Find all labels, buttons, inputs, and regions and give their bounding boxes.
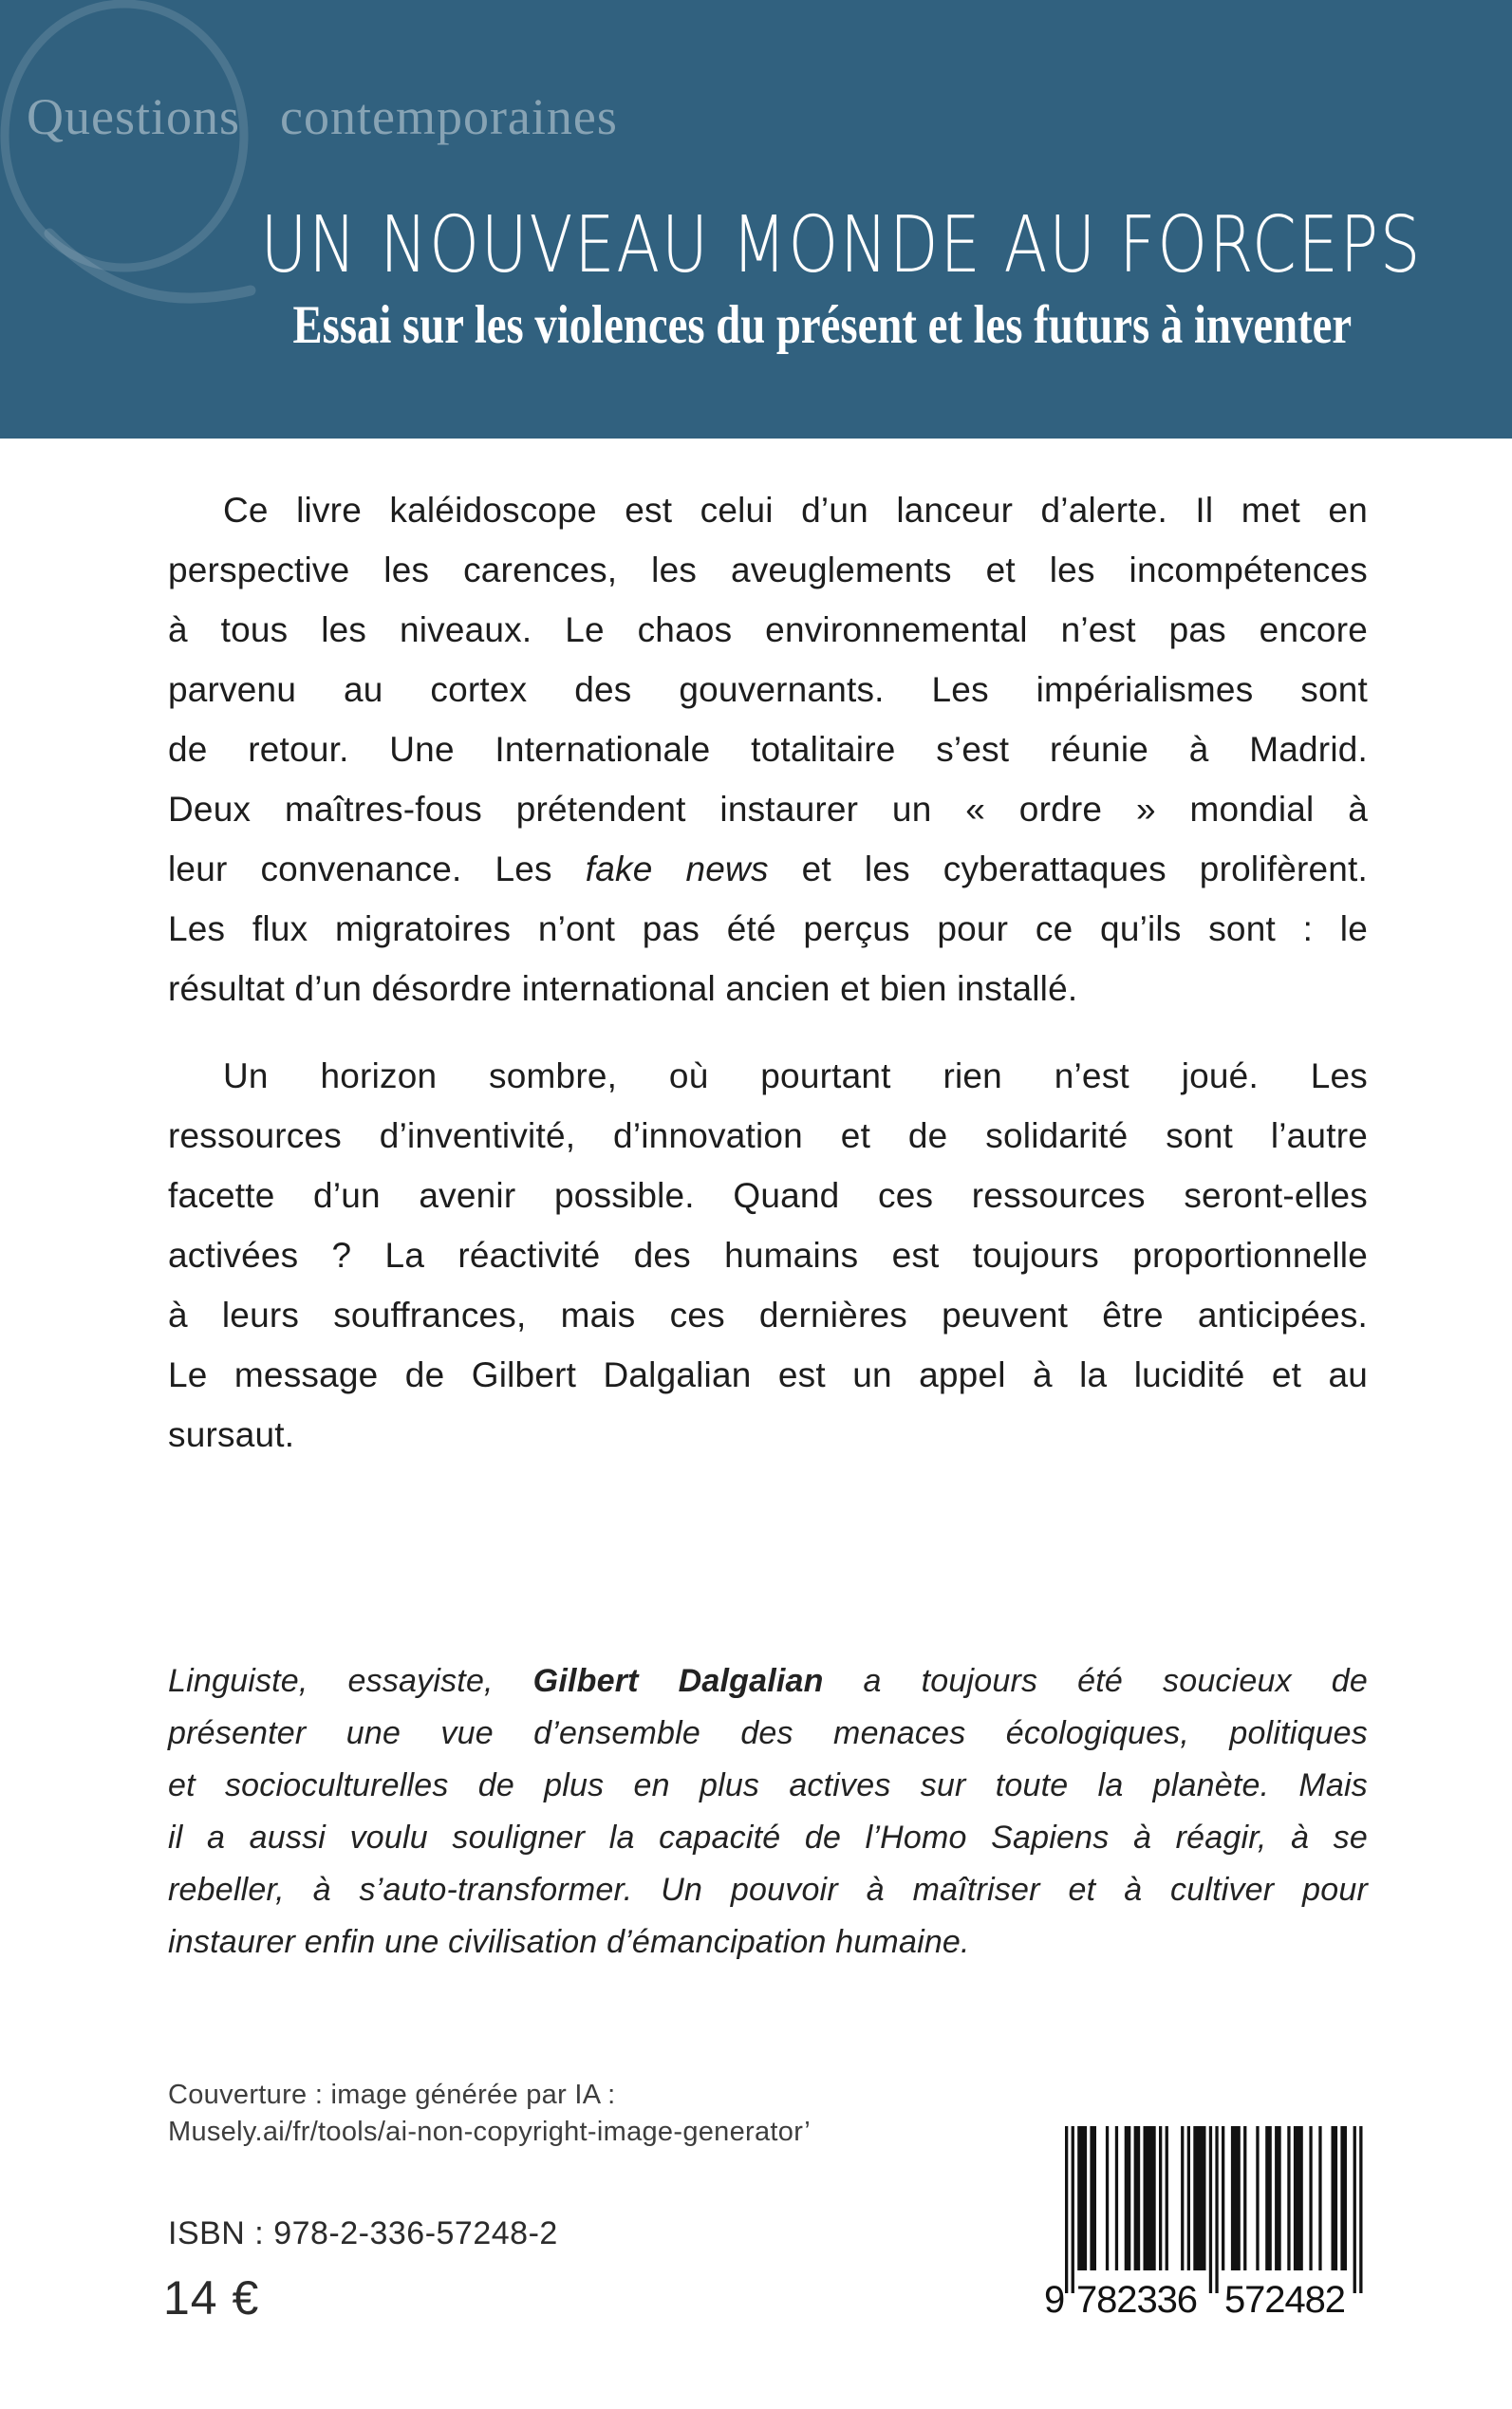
barcode-digits-left: 782336: [1076, 2279, 1198, 2316]
text-line: il a aussi voulu souligner la capacité de l’Homo Sapiens à réagir, à se: [168, 1820, 1368, 1856]
text-line: sursaut.: [168, 1415, 295, 1454]
barcode-digits-right: 572482: [1224, 2279, 1346, 2316]
text-line: Linguiste, essayiste, Gilbert Dalgalian a toujours été soucieux de: [168, 1663, 1368, 1699]
header-text: [133, 0, 1512, 355]
text-line: instaurer enfin une civilisation d’émancipation humaine.: [168, 1924, 970, 1960]
barcode-digit-first: 9: [1044, 2279, 1066, 2316]
collection-word-2: contemporaines: [280, 88, 618, 145]
text-line: Les flux migratoires n’ont pas été perçus pour ce qu’ils sont : le: [168, 909, 1368, 948]
cover-credit-line-1: Couverture : image générée par IA :: [168, 2080, 616, 2110]
text-line: de retour. Une Internationale totalitaire s’est réunie à Madrid.: [168, 730, 1368, 769]
summary-paragraph-2: [168, 1046, 1368, 1465]
price-label: 14 €: [163, 2271, 260, 2325]
author-bio-paragraph: [168, 1655, 1368, 1969]
text-line: perspective les carences, les aveuglements et les incompétences: [168, 551, 1368, 589]
ean-barcode: [1044, 2126, 1371, 2316]
text-line: facette d’un avenir possible. Quand ces ressources seront-elles: [168, 1176, 1368, 1215]
text-line: présenter une vue d’ensemble des menaces écologiques, politiques: [168, 1715, 1368, 1751]
text-line: à leurs souffrances, mais ces dernières peuvent être anticipées.: [168, 1296, 1368, 1335]
text-line: rebeller, à s’auto-transformer. Un pouvoir à maîtriser et à cultiver pour: [168, 1872, 1368, 1908]
summary-paragraph-1: [168, 480, 1368, 1018]
header-band: [0, 0, 1512, 439]
text-line: leur convenance. Les fake news et les cyberattaques prolifèrent.: [168, 850, 1369, 888]
text-line: parvenu au cortex des gouvernants. Les impérialismes sont: [168, 670, 1368, 709]
text-line: ressources d’inventivité, d’innovation et de solidarité sont l’autre: [168, 1116, 1368, 1155]
text-line: à tous les niveaux. Le chaos environnemental n’est pas encore: [168, 610, 1368, 649]
text-line: Deux maîtres-fous prétendent instaurer un « ordre » mondial à: [168, 790, 1368, 829]
isbn-label: ISBN : 978-2-336-57248-2: [168, 2215, 558, 2251]
cover-credit-line-2: Musely.ai/fr/tools/ai-non-copyright-image-generator’: [168, 2117, 811, 2147]
text-line: et socioculturelles de plus en plus actives sur toute la planète. Mais: [168, 1767, 1368, 1803]
book-title: UN NOUVEAU MONDE AU FORCEPS: [260, 200, 1423, 290]
cover-credit: [168, 2077, 811, 2151]
text-line: Un horizon sombre, où pourtant rien n’est joué. Les: [223, 1056, 1368, 1095]
text-line: Ce livre kaléidoscope est celui d’un lanceur d’alerte. Il met en: [223, 491, 1368, 530]
text-line: activées ? La réactivité des humains est toujours proportionnelle: [168, 1236, 1368, 1275]
collection-word-1: Questions: [27, 88, 240, 145]
book-subtitle: Essai sur les violences du présent et les futurs à inventer: [292, 295, 1353, 355]
barcode-bars: [1065, 2126, 1363, 2293]
text-line: Le message de Gilbert Dalgalian est un appel à la lucidité et au: [168, 1355, 1368, 1394]
text-line: résultat d’un désordre international ancien et bien installé.: [168, 969, 1078, 1008]
